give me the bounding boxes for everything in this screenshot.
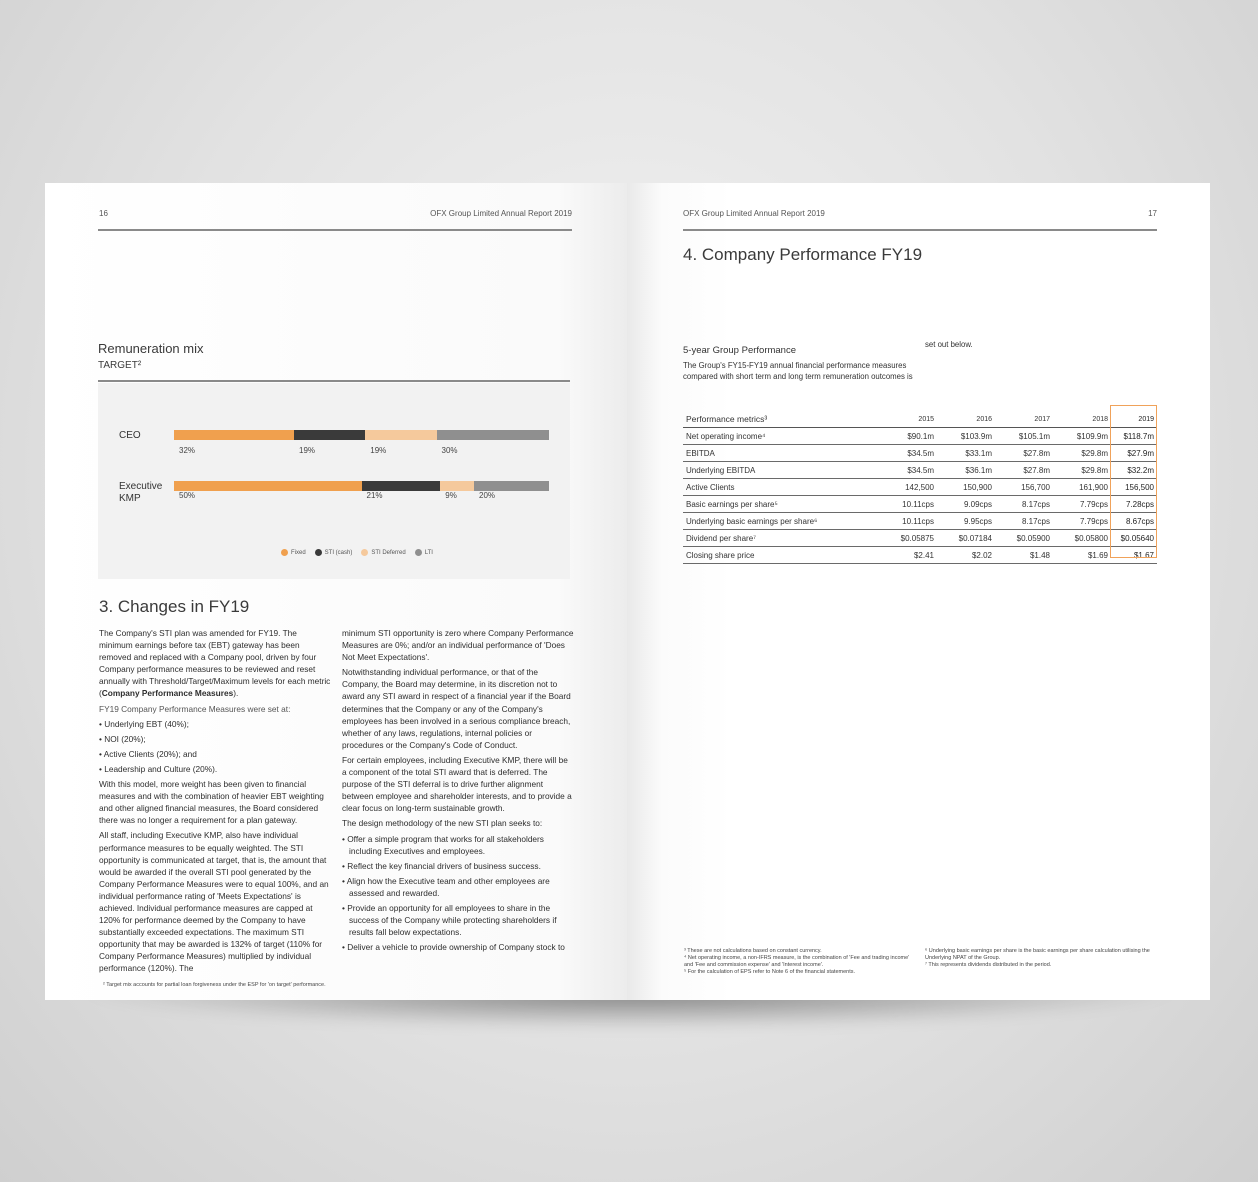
header-rule — [683, 229, 1157, 231]
legend-swatch — [361, 549, 368, 556]
table-cell: 150,900 — [937, 479, 995, 496]
paragraph: All staff, including Executive KMP, also have individual performance measures to be equally weighted. The STI opportunity is communicated at target, that is, the amount that would be awarded if the overall STI pool generated by the Company Performance Measures were to equal 100%, and an individual performance rating of 'Meets Expectations' is achieved. Individual performance measures are capped at 120% for performance deemed by the Company to have substantially exceeded expectations. The maximum STI opportunity that may be awarded is 132% of target (110% for Company Performance Measures) multiplied by individual performance (120%). The — [99, 830, 329, 974]
header-cell: 2019 — [1111, 411, 1157, 428]
remuneration-chart — [98, 383, 570, 579]
footnote: ⁵ For the calculation of EPS refer to Note 6 of the financial statements. — [684, 969, 856, 975]
table-cell: Active Clients — [683, 479, 879, 496]
data-label: 21% — [366, 491, 383, 500]
bar-segment — [440, 481, 474, 491]
table-cell: Underlying basic earnings per share⁶ — [683, 513, 879, 530]
table-cell: 10.11cps — [879, 496, 937, 513]
bar-executive-kmp — [174, 481, 549, 491]
text-column-2 — [342, 627, 574, 956]
footnote: ⁶ Underlying basic earnings per share is the basic earnings per share calculation utilising the Underlying NPAT of the Group. — [925, 948, 1150, 961]
table-cell: $0.05640 — [1111, 530, 1157, 547]
table-cell: $90.1m — [879, 428, 937, 445]
paragraph: With this model, more weight has been given to financial measures and with the combination of heavier EBT weighting and other aligned financial measures, the Board considered there was no longer a requirement for a plan gateway. — [99, 779, 324, 826]
header-cell: 2018 — [1053, 411, 1111, 428]
page-number: 17 — [1148, 209, 1157, 218]
chart-legend — [281, 549, 442, 556]
bullet: • Active Clients (20%); and — [99, 748, 197, 759]
table-cell: EBITDA — [683, 445, 879, 462]
paragraph: FY19 Company Performance Measures were set at: — [99, 703, 291, 714]
legend-label: STI Deferred — [371, 549, 406, 556]
table-title: 5-year Group Performance — [683, 345, 796, 356]
table-cell: 9.09cps — [937, 496, 995, 513]
table-cell: Dividend per share⁷ — [683, 530, 879, 547]
bar-segment — [294, 430, 365, 440]
section-title-performance: 4. Company Performance FY19 — [683, 245, 923, 264]
bar-segment — [474, 481, 549, 491]
table-cell: 161,900 — [1053, 479, 1111, 496]
table-cell: 10.11cps — [879, 513, 937, 530]
running-header: OFX Group Limited Annual Report 2019 — [683, 209, 825, 218]
footnote: ³ These are not calculations based on constant currency. — [684, 948, 822, 954]
legend-item — [281, 549, 306, 556]
legend-swatch — [315, 549, 322, 556]
table-cell: $29.8m — [1053, 445, 1111, 462]
bar-ceo — [174, 430, 549, 440]
footnotes-right — [925, 948, 1157, 969]
row-label-kmp: Executive KMP — [119, 481, 163, 504]
table-row — [683, 547, 1157, 564]
table-cell: $1.69 — [1053, 547, 1111, 564]
paragraph: For certain employees, including Executive KMP, there will be a component of the total STI award that is deferred. The purpose of the STI deferral is to drive further alignment between employee and shareholder interests, and to provide a clear focus on long-term sustainable growth. — [342, 754, 572, 814]
legend-item — [361, 549, 405, 556]
table-cell: $103.9m — [937, 428, 995, 445]
table-cell: $118.7m — [1111, 428, 1157, 445]
table-intro: The Group's FY15-FY19 annual financial performance measures compared with short term and long term remuneration outcomes is — [683, 361, 913, 381]
section-title-changes: 3. Changes in FY19 — [99, 597, 250, 616]
table-cell: $2.41 — [879, 547, 937, 564]
bar-segment — [437, 430, 550, 440]
paragraph: Notwithstanding individual performance, or that of the Company, the Board may determine, in its discretion not to award any STI award in respect of a financial year if the Board determines that the Company or any of the Company's employees has been involved in a serious compliance breach, whether of any laws, regulations, internal policies or procedures or the Company's Code of Conduct. — [342, 667, 571, 750]
table-intro-continued: set out below. — [925, 340, 973, 349]
table-cell: 7.79cps — [1053, 513, 1111, 530]
table-cell: Underlying EBITDA — [683, 462, 879, 479]
data-label: 30% — [441, 446, 458, 455]
data-label: 32% — [179, 446, 196, 455]
table-cell: 8.17cps — [995, 496, 1053, 513]
bullet: • Align how the Executive team and other employees are assessed and rewarded. — [342, 875, 550, 898]
paragraph: The Company's STI plan was amended for FY19. The minimum earnings before tax (EBT) gateway has been removed and replaced with a Company pool, driven by four Company performance measures to be reviewed and reset annually with Threshold/Target/Maximum levels for each metric (Company Performance Measures). — [99, 628, 331, 699]
table-cell: $34.5m — [879, 462, 937, 479]
legend-label: STI (cash) — [324, 549, 353, 556]
table-cell: Basic earnings per share⁵ — [683, 496, 879, 513]
header-cell: 2017 — [995, 411, 1053, 428]
legend-label: LTI — [424, 549, 433, 556]
performance-table — [683, 411, 1157, 564]
table-cell: 142,500 — [879, 479, 937, 496]
table-cell: $1.48 — [995, 547, 1053, 564]
bullet: • Offer a simple program that works for all stakeholders including Executives and employees. — [342, 833, 544, 856]
table-body — [683, 428, 1157, 564]
right-page — [627, 183, 1210, 1000]
header-rule — [98, 229, 572, 231]
table-cell: Closing share price — [683, 547, 879, 564]
header-cell: 2015 — [879, 411, 937, 428]
table-header-row — [683, 411, 1157, 428]
running-header: OFX Group Limited Annual Report 2019 — [430, 209, 572, 218]
legend-swatch — [281, 549, 288, 556]
footnote: ⁷ This represents dividends distributed in the period. — [925, 962, 1052, 968]
table-cell: $36.1m — [937, 462, 995, 479]
footnotes-left — [684, 948, 919, 976]
table-cell: 7.28cps — [1111, 496, 1157, 513]
table-cell: $0.05800 — [1053, 530, 1111, 547]
footnote: ² Target mix accounts for partial loan forgiveness under the ESP for 'on target' performance. — [103, 982, 326, 988]
table-cell: $27.9m — [1111, 445, 1157, 462]
paragraph: minimum STI opportunity is zero where Company Performance Measures are 0%; and/or an individual performance of 'Does Not Meet Expectations'. — [342, 628, 574, 663]
bar-segment — [174, 481, 362, 491]
table-cell: $27.8m — [995, 462, 1053, 479]
mix-title: Remuneration mix — [98, 341, 204, 356]
table-row — [683, 479, 1157, 496]
table-cell: $0.05900 — [995, 530, 1053, 547]
bullet: • NOI (20%); — [99, 733, 146, 744]
table-row — [683, 496, 1157, 513]
table-row — [683, 530, 1157, 547]
table-cell: $29.8m — [1053, 462, 1111, 479]
table-cell: 8.67cps — [1111, 513, 1157, 530]
table-row — [683, 445, 1157, 462]
table-cell: 8.17cps — [995, 513, 1053, 530]
data-label: 20% — [479, 491, 496, 500]
table-cell: $34.5m — [879, 445, 937, 462]
legend-swatch — [415, 549, 422, 556]
bar-segment — [174, 430, 294, 440]
mix-subtitle: TARGET² — [98, 360, 142, 371]
table-cell: $0.07184 — [937, 530, 995, 547]
table-row — [683, 513, 1157, 530]
table-cell: 156,500 — [1111, 479, 1157, 496]
table-cell: $109.9m — [1053, 428, 1111, 445]
data-label: 9% — [445, 491, 457, 500]
data-label: 50% — [179, 491, 196, 500]
table-cell: 156,700 — [995, 479, 1053, 496]
header-cell: Performance metrics³ — [683, 411, 879, 428]
page-number: 16 — [99, 209, 108, 218]
bullet: • Provide an opportunity for all employees to share in the success of the Company while protecting shareholders if results fall below expectations. — [342, 902, 557, 938]
paragraph: The design methodology of the new STI plan seeks to: — [342, 818, 543, 829]
table-cell: 7.79cps — [1053, 496, 1111, 513]
text-column-1 — [99, 627, 331, 978]
table-cell: $105.1m — [995, 428, 1053, 445]
header-cell: 2016 — [937, 411, 995, 428]
table-row — [683, 428, 1157, 445]
bullet: • Underlying EBT (40%); — [99, 718, 189, 729]
table-row — [683, 462, 1157, 479]
data-label: 19% — [370, 446, 387, 455]
row-label-ceo: CEO — [119, 430, 141, 441]
mix-rule — [98, 380, 570, 382]
left-page — [45, 183, 627, 1000]
bar-segment — [362, 481, 441, 491]
legend-item — [415, 549, 433, 556]
bullet: • Deliver a vehicle to provide ownership of Company stock to — [342, 942, 565, 953]
table-cell: $2.02 — [937, 547, 995, 564]
footnote: ⁴ Net operating income, a non-IFRS measure, is the combination of 'Fee and trading income' and 'Fee and commission expense' and 'Interest income'. — [684, 955, 910, 968]
table-cell: $33.1m — [937, 445, 995, 462]
table-cell: $0.05875 — [879, 530, 937, 547]
legend-label: Fixed — [291, 549, 306, 556]
bullet: • Leadership and Culture (20%). — [99, 763, 218, 774]
table-cell: 9.95cps — [937, 513, 995, 530]
bar-segment — [365, 430, 436, 440]
legend-item — [315, 549, 353, 556]
table-cell: $27.8m — [995, 445, 1053, 462]
data-label: 19% — [299, 446, 316, 455]
highlight-2019-column — [1110, 405, 1157, 558]
table-cell: $32.2m — [1111, 462, 1157, 479]
table-cell: Net operating income⁴ — [683, 428, 879, 445]
table-cell: $1.67 — [1111, 547, 1157, 564]
bullet: • Reflect the key financial drivers of business success. — [342, 860, 541, 871]
